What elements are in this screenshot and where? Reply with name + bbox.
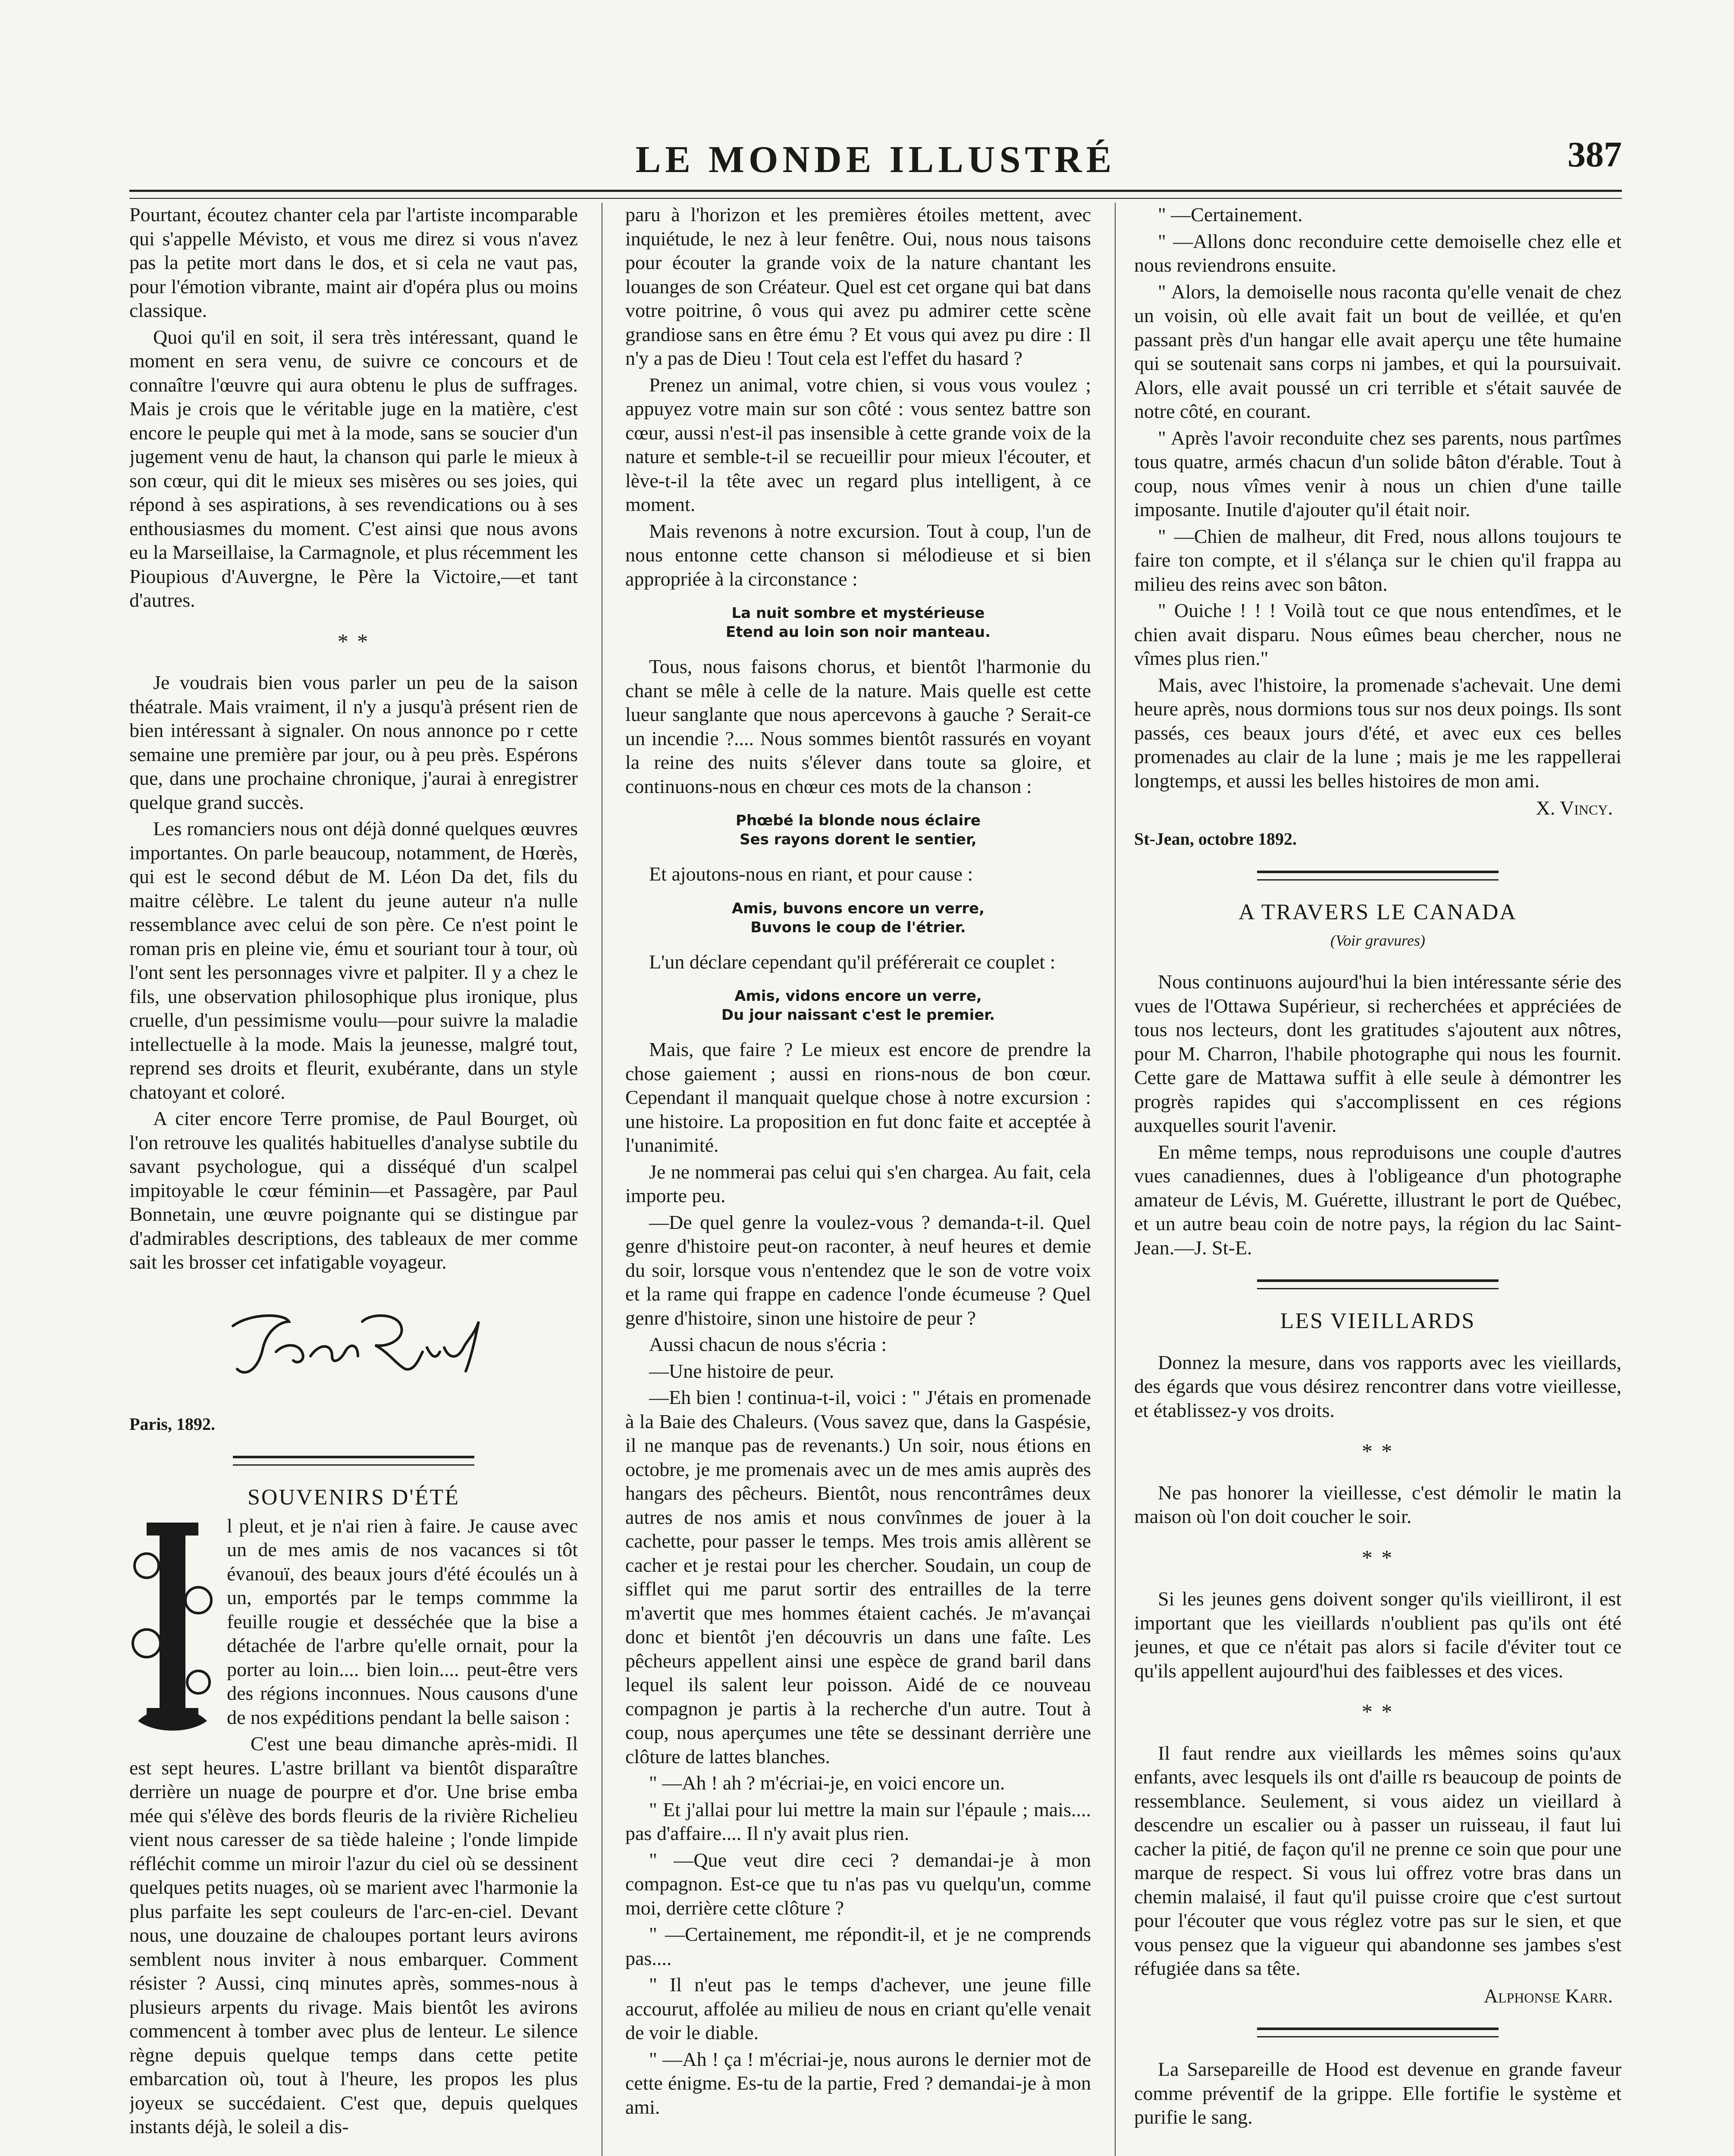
paragraph: La Sarsepareille de Hood est devenue en grande faveur comme préventif de la grippe. Elle fortifie le système et purifie le sang. <box>1134 2058 1621 2128</box>
verse <box>625 899 1091 937</box>
paragraph: En même temps, nous reproduisons une couple d'autres vues canadiennes, dues à l'obligeance d'un photographe amateur de Lévis, M. Guérette, illustrant le port de Québec, et un autre beau coin de notre pays, la région du lac Saint-Jean.—J. St-E. <box>1134 1141 1621 1259</box>
verse-line: Phœbé la blonde nous éclaire <box>736 812 981 829</box>
paragraph: Mais revenons à notre excursion. Tout à coup, l'un de nous entonne cette chanson si mélodieuse et si bien appropriée à la circonstance : <box>625 520 1091 590</box>
column-1 <box>129 203 578 2156</box>
verse-line: La nuit sombre et mystérieuse <box>731 605 985 622</box>
section-separator <box>233 1456 474 1466</box>
paragraph: Ne pas honorer la vieillesse, c'est démolir le matin la maison où l'on doit coucher le soir. <box>1134 1481 1621 1527</box>
article-heading: LES VIEILLARDS <box>1280 1309 1476 1333</box>
paragraph: Les romanciers nous ont déjà donné quelques œuvres importantes. On parle beaucoup, notamment, de Hœrès, qui est le second début de M. Léon Da det, fils du maitre célèbre. Le talent du jeune auteur n'a nulle ressemblance avec celui de son père. Ce n'est point le roman pris en pleine vie, ému et souriant tour à tour, où l'ont sent les personnages vivre et palpiter. Il y a chez le fils, une observation philosophique plus ironique, plus cruelle, d'un pessimisme voulu—pour suivre la maladie intellectuelle à la mode. Mais la jeunesse, malgré tout, reprend ses droits et fleurit, exubérante, dans un style chatoyant et coloré. <box>129 818 578 1103</box>
paragraph: L'un déclare cependant qu'il préférerait ce couplet : <box>649 950 1056 973</box>
paragraph: " Après l'avoir reconduite chez ses parents, nous partîmes tous quatre, armés chacun d'un solide bâton d'érable. Tout à coup, nous vîmes venir à nous un chien d'une taille imposante. Inutile d'ajouter qu'il était noir. <box>1134 426 1621 520</box>
masthead <box>129 129 1622 190</box>
paragraph: Et ajoutons-nous en riant, et pour cause : <box>649 863 973 885</box>
paragraph: l pleut, et je n'ai rien à faire. Je cause avec un de mes amis de nos vacances si tôt évanouï, des beaux jours d'été écoulés un à un, emportés par le temps commme la feuille rougie et desséchée que la bise a détachée de l'arbre qu'elle ornait, pour la porter au loin.... bien loin.... peut-être vers des régions inconnues. Nous causons d'une de nos expéditions pendant la belle saison : <box>227 1514 578 1728</box>
section-separator <box>1257 1279 1499 1289</box>
dateline: Paris, 1892. <box>129 1414 215 1434</box>
section-separator <box>1257 871 1499 881</box>
paragraph: Pourtant, écoutez chanter cela par l'artiste incomparable qui s'appelle Mévisto, et vous me direz si vous n'avez pas la petite mort dans le dos, et si cela ne vaut pas, pour l'émotion vibrante, maint air d'opéra plus ou moins classique. <box>129 204 578 321</box>
paragraph: Aussi chacun de nous s'écria : <box>649 1333 887 1355</box>
article-heading: SOUVENIRS D'ÉTÉ <box>247 1485 460 1510</box>
masthead-title: LE MONDE ILLUSTRÉ <box>635 139 1116 181</box>
paragraph: Je ne nommerai pas celui qui s'en chargea. Au fait, cela importe peu. <box>625 1160 1091 1206</box>
masthead-rule <box>129 190 1622 199</box>
paragraph: Si les jeunes gens doivent songer qu'ils vieilliront, il est important que les vieillards n'oublient pas qu'ils ont été jeunes, et que ce n'était pas alors si facile d'éviter tout ce qu'ils appellent aujourd'hui des faiblesses et des vices. <box>1134 1588 1621 1682</box>
verse-line: Amis, buvons encore un verre, <box>731 899 985 917</box>
paragraph: " Et j'allai pour lui mettre la main sur l'épaule ; mais.... pas d'affaire.... Il n'y avait plus rien. <box>625 1798 1091 1844</box>
paragraph: Nous continuons aujourd'hui la bien intéressante série des vues de l'Ottawa Supérieur, si recherchées et appréciées de tous nos lecteurs, dont les gratitudes s'ajoutent aux nôtres, pour M. Charron, l'habile photographe qui nous les fournit. Cette gare de Mattawa suffit à elle seule à démontrer les progrès rapides qui s'accomplissent en ces régions auxquelles sourit l'avenir. <box>1134 971 1621 1136</box>
handwritten-signature-icon <box>129 1287 578 1399</box>
verse-line: Ses rayons dorent le sentier, <box>740 831 977 848</box>
column-divider <box>1115 203 1116 2156</box>
paragraph: " —Certainement, me répondit-il, et je ne comprends pas.... <box>625 1923 1091 1969</box>
paragraph: Prenez un animal, votre chien, si vous vous voulez ; appuyez votre main sur son côté : vous sentez battre son cœur, aussi n'est-il pas insensible à cette grande voix de la nature et semble-t-il se recueillir pour mieux l'écouter, et lève-t-il la tête avec un regard plus intelligent, à ce moment. <box>625 373 1091 515</box>
paragraph: " —Chien de malheur, dit Fred, nous allons toujours te faire ton compte, et il s'élança sur le chien qu'il frappa au milieu des reins avec son bâton. <box>1134 525 1621 595</box>
section-stars: * * <box>1361 1545 1394 1570</box>
verse <box>625 987 1091 1025</box>
paragraph: Mais, que faire ? Le mieux est encore de prendre la chose gaiement ; aussi en rions-nous de bon cœur. Cependant il manquait quelque chose à notre excursion : une histoire. La proposition en fut donc faite et acceptée à l'unanimité. <box>625 1038 1091 1156</box>
paragraph: " Alors, la demoiselle nous raconta qu'elle venait de chez un voisin, où elle avait fait un bout de veillée, et qu'en passant près d'un hangar elle avait aperçu une tête humaine qui se soutenait sans corps ni jambes, et qui la poursuivait. Alors, elle avait poussé un cri terrible et s'était sauvée de notre côté, en courant. <box>1134 280 1621 422</box>
paragraph: " —Allons donc reconduire cette demoiselle chez elle et nous reviendrons ensuite. <box>1134 230 1621 276</box>
section-stars: * * <box>1361 1699 1394 1724</box>
paragraph: Tous, nous faisons chorus, et bientôt l'harmonie du chant se mêle à celle de la nature. Mais quelle est cette lueur sanglante que nous apercevons à gauche ? Serait-ce un incendie ?.... Nous sommes bientôt rassurés en voyant la reine des nuits s'élever dans toute sa gloire, et continuons-nous en chœur ces mots de la chanson : <box>625 655 1091 797</box>
column-3 <box>1134 203 1621 2156</box>
paragraph: Quoi qu'il en soit, il sera très intéressant, quand le moment en sera venu, de suivre ce concours et de connaître l'œuvre qui aura obtenu le plus de suffrages. Mais je crois que le véritable juge en la matière, c'est encore le peuple qui met à la mode, sans se soucier d'un jugement venu de haut, la chanson qui parle le mieux à son cœur, qui dit le mieux ses misères ou ses joies, qui répond à ses aspirations, à ses revendications ou à ses enthousiasmes du moment. C'est ainsi que nous avons eu la Marseillaise, la Carmagnole, et plus récemment les Pioupious d'Auvergne, le Père la Victoire,—et tant d'autres. <box>129 326 578 611</box>
verse <box>625 604 1091 642</box>
ornamental-letter-I-icon <box>129 1514 216 1738</box>
paragraph: " Ouiche ! ! ! Voilà tout ce que nous entendîmes, et le chien avait disparu. Nous eûmes beau chercher, nous ne vîmes plus rien." <box>1134 599 1621 669</box>
paragraph: —De quel genre la voulez-vous ? demanda-t-il. Quel genre d'histoire peut-on raconter, à neuf heures et demie du soir, lorsque vous n'entendez que le son de votre voix et la rame qui frappe en cadence l'onde écumeuse ? Quel genre d'histoire, sinon une histoire de peur ? <box>625 1211 1091 1329</box>
section-stars: * * <box>1361 1439 1394 1463</box>
verse-line: Du jour naissant c'est le premier. <box>721 1006 995 1024</box>
verse <box>625 811 1091 849</box>
paragraph: paru à l'horizon et les premières étoiles mettent, avec inquiétude, le nez à leur fenêtre. Oui, nous nous taisons pour écouter la grande voix de la nature chantant les louanges de son Créateur. Quel est cet organe qui bat dans votre poitrine, ô vous qui avez pu admirer cette scène grandiose sans en être ému ? Et vous qui avez pu dire : Il n'y a pas de Dieu ! Tout cela est l'effet du hasard ? <box>625 204 1091 369</box>
paragraph: Je voudrais bien vous parler un peu de la saison théatrale. Mais vraiment, il n'y a jusqu'à présent rien de bien intéressant à signaler. On nous annonce po r cette semaine une première par jour, ou à peu près. Espérons que, dans une prochaine chronique, j'aurai à enregistrer quelque grand succès. <box>129 671 578 813</box>
paragraph: " —Ah ! ça ! m'écriai-je, nous aurons le dernier mot de cette énigme. Es-tu de la partie, Fred ? demandai-je à mon ami. <box>625 2048 1091 2118</box>
author-signature: Alphonse Karr. <box>1483 1984 1613 2007</box>
paragraph: A citer encore Terre promise, de Paul Bourget, où l'on retrouve les qualités habituelles d'analyse subtile du savant psychologue, qui a disséqué d'un scalpel impitoyable le cœur féminin—et Passagère, par Paul Bonnetain, une œuvre poignante qui se distingue par d'admirables descriptions, des tableaux de mer comme sait les brosser cet infatigable voyageur. <box>129 1107 578 1273</box>
author-signature: X. Vincy. <box>1536 797 1613 819</box>
verse-line: Buvons le coup de l'étrier. <box>750 918 966 936</box>
article-heading: A TRAVERS LE CANADA <box>1239 900 1517 924</box>
paragraph: " —Certainement. <box>1158 204 1303 226</box>
article-subheading: (Voir gravures) <box>1330 931 1425 949</box>
paragraph: " —Ah ! ah ? m'écriai-je, en voici encore un. <box>649 1772 1005 1794</box>
verse-line: Etend au loin son noir manteau. <box>725 624 991 641</box>
paragraph: Donnez la mesure, dans vos rapports avec les vieillards, des égards que vous désirez rencontrer dans votre vieillesse, et établissez-y vos droits. <box>1134 1351 1621 1421</box>
paragraph: " Il n'eut pas le temps d'achever, une jeune fille accourut, affolée au milieu de nous en criant qu'elle venait de voir le diable. <box>625 1974 1091 2043</box>
paragraph: " —Que veut dire ceci ? demandai-je à mon compagnon. Est-ce que tu n'as pas vu quelqu'un, comme moi, derrière cette clôture ? <box>625 1849 1091 1919</box>
section-separator <box>1257 2028 1499 2037</box>
paragraph: Mais, avec l'histoire, la promenade s'achevait. Une demi heure après, nous dormions tous sur nos deux poings. Ils sont passés, ces beaux jours d'été, et avec eux ces belles promenades au clair de la lune ; mais je me les rappellerai longtemps, et aussi les belles histoires de mon ami. <box>1134 674 1621 792</box>
dateline: St-Jean, octobre 1892. <box>1134 829 1297 849</box>
column-2 <box>625 203 1091 2156</box>
section-stars: * * <box>337 629 370 653</box>
paragraph: —Une histoire de peur. <box>649 1360 834 1382</box>
paragraph: C'est une beau dimanche après-midi. Il est sept heures. L'astre brillant va bientôt disparaître derrière un nuage de pourpre et d'or. Une brise emba mée qui s'élève des bords fleuris de la rivière Richelieu vient nous caresser de sa tiède haleine ; l'onde limpide réfléchit comme un miroir l'azur du ciel où se dessinent quelques petits nuages, où se marient avec l'harmonie la plus parfaite les sept couleurs de l'arc-en-ciel. Devant nous, une douzaine de chaloupes portant leurs avirons semblent nous inviter à nous embarquer. Comment résister ? Aussi, cinq minutes après, sommes-nous à plusieurs arpents du rivage. Mais bientôt les avirons commencent à tomber avec plus de lenteur. Le silence règne depuis quelque temps dans cette petite embarcation où, tout à l'heure, les propos les plus joyeux se succédaient. C'est que, depuis quelques instants déjà, le soleil a dis- <box>129 1733 578 2137</box>
page-number: 387 <box>1568 135 1622 175</box>
verse-line: Amis, vidons encore un verre, <box>734 987 982 1005</box>
paragraph: —Eh bien ! continua-t-il, voici : " J'étais en promenade à la Baie des Chaleurs. (Vous savez que, dans la Gaspésie, il ne manque pas de revenants.) Un soir, nous étions en octobre, je me promenais avec un de mes amis auprès des hangars des pêcheurs. Bientôt, nous rencontrâmes deux autres de nos amis et nous convînmes de jouer à la cachette, pour passer le temps. Mes trois amis allèrent se cacher et je restai pour les chercher. Soudain, un coup de sifflet qui me parut sortir des entrailles de la terre m'avertit que mes hommes étaient cachés. Je m'avançai donc et bientôt j'en découvris un dans une faîte. Les pêcheurs appellent ainsi une espèce de grand baril dans lequel ils salent leur poisson. Aidé de ce nouveau compagnon je partis à la recherche d'un autre. Tout à coup, nous aperçumes une tête se dessinant derrière une clôture de lattes blanches. <box>625 1386 1091 1767</box>
paragraph: Il faut rendre aux vieillards les mêmes soins qu'aux enfants, avec lesquels ils ont d'aille rs beaucoup de points de ressemblance. Seulement, si vous aidez un vieillard à descendre un escalier ou à passer un ruisseau, il faut lui cacher la pitié, de façon qu'il ne prenne ce soin que pour une marque de respect. Si vous lui offrez votre bras dans un chemin malaisé, il faut qu'il puisse croire que c'est surtout pour l'écouter que vous réglez votre pas sur le sien, et que vous pensez que la vigueur qui abandonne ses jambes s'est réfugiée dans sa tête. <box>1134 1742 1621 1979</box>
